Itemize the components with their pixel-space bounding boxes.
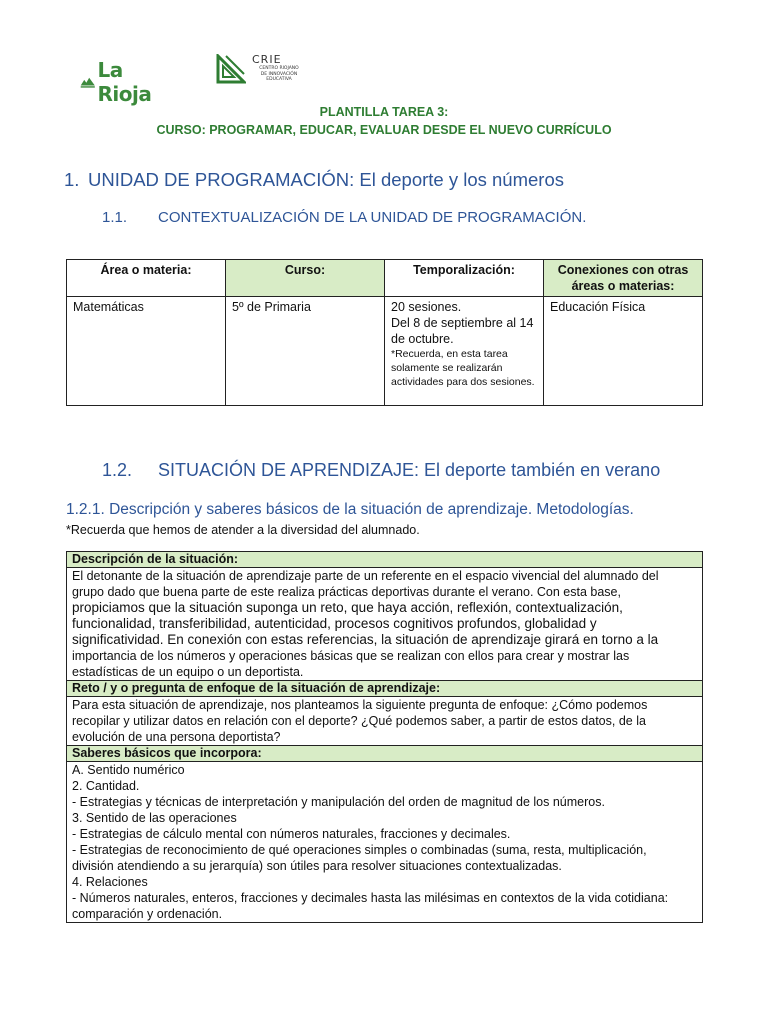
saberes-line: - Números naturales, enteros, fracciones y decimales hasta las milésimas en contextos de la vida cotidiana: <box>72 891 669 905</box>
template-title: PLANTILLA TAREA 3: <box>319 105 449 119</box>
description-line: grupo dado que buena parte de este realiza prácticas deportivas durante el verano. Con esta base, <box>72 585 621 599</box>
crie-subtitle-1: CENTRO RIOJANO <box>259 66 299 71</box>
crie-subtitle-3: EDUCATIVA <box>266 77 292 82</box>
description-line: estadísticas de un equipo o un deportista. <box>72 665 304 679</box>
cell-area: Matemáticas <box>67 297 226 406</box>
reto-header: Reto / y o pregunta de enfoque de la situación de aprendizaje: <box>67 681 703 697</box>
section-1-heading <box>64 169 564 191</box>
header-area: Área o materia: <box>67 260 226 297</box>
la-rioja-logo-text: La Rioja <box>97 58 152 106</box>
section-1-number: 1. <box>64 169 80 190</box>
temporalizacion-dates: Del 8 de septiembre al 14 de octubre. <box>391 316 534 346</box>
section-1-2-heading <box>102 460 660 481</box>
diversity-note: *Recuerda que hemos de atender a la diversidad del alumnado. <box>66 523 420 537</box>
cell-conexiones: Educación Física <box>544 297 703 406</box>
reto-line: recopilar y utilizar datos en relación con el deporte? ¿Qué podemos saber, a partir de estos datos, de la <box>72 714 646 728</box>
section-1-title: UNIDAD DE PROGRAMACIÓN: El deporte y los números <box>88 169 564 190</box>
section-1-1-heading <box>102 209 586 226</box>
course-title: CURSO: PROGRAMAR, EDUCAR, EVALUAR DESDE EL NUEVO CURRÍCULO <box>156 123 612 137</box>
context-table <box>66 259 703 406</box>
reto-body <box>67 697 703 746</box>
saberes-line: comparación y ordenación. <box>72 907 223 921</box>
crie-logo <box>216 54 306 84</box>
saberes-line: división atendiendo a su jerarquía) son útiles para resolver situaciones contextualizadas. <box>72 859 562 873</box>
saberes-line: - Estrategias y técnicas de interpretación y manipulación del orden de magnitud de los números. <box>72 795 605 809</box>
saberes-body <box>67 762 703 923</box>
description-line: propiciamos que la situación suponga un reto, que haya acción, reflexión, contextualización, <box>72 600 623 615</box>
la-rioja-emblem-icon <box>80 73 96 91</box>
section-1-1-title: CONTEXTUALIZACIÓN DE LA UNIDAD DE PROGRAMACIÓN. <box>158 209 587 226</box>
cell-curso: 5º de Primaria <box>226 297 385 406</box>
saberes-line: 4. Relaciones <box>72 875 148 889</box>
description-body <box>67 568 703 681</box>
saberes-header: Saberes básicos que incorpora: <box>67 746 703 762</box>
section-1-1-number: 1.1. <box>102 209 128 226</box>
section-1-2-number: 1.2. <box>102 460 133 480</box>
description-line: importancia de los números y operaciones básicas que se realizan con ellos para crear y mostrar las <box>72 649 630 663</box>
context-table-row <box>67 297 703 406</box>
section-1-2-1-heading: 1.2.1. Descripción y saberes básicos de la situación de aprendizaje. Metodologías. <box>66 501 634 518</box>
reto-line: evolución de una persona deportista? <box>72 730 281 744</box>
saberes-line: 3. Sentido de las operaciones <box>72 811 237 825</box>
context-table-header-row <box>67 260 703 297</box>
saberes-line: - Estrategias de cálculo mental con números naturales, fracciones y decimales. <box>72 827 511 841</box>
header-conexiones: Conexiones con otras áreas o materias: <box>544 260 703 297</box>
crie-title: CRIE <box>252 53 282 66</box>
header-curso: Curso: <box>226 260 385 297</box>
temporalizacion-note: *Recuerda, en esta tarea solamente se realizarán actividades para dos sesiones. <box>391 348 535 388</box>
description-header: Descripción de la situación: <box>67 552 703 568</box>
la-rioja-logo <box>80 58 158 106</box>
saberes-line: - Estrategias de reconocimiento de qué operaciones simples o combinadas (suma, resta, multiplicación, <box>72 843 647 857</box>
saberes-line: 2. Cantidad. <box>72 779 140 793</box>
situation-table <box>66 551 703 923</box>
reto-line: Para esta situación de aprendizaje, nos planteamos la siguiente pregunta de enfoque: ¿Cómo podemos <box>72 698 648 712</box>
temporalizacion-sessions: 20 sesiones. <box>391 300 462 314</box>
template-header <box>0 103 768 139</box>
description-line: funcionalidad, transferibilidad, autenticidad, procesos cognitivos profundos, globalidad y <box>72 616 597 631</box>
saberes-line: A. Sentido numérico <box>72 763 185 777</box>
description-line: significatividad. En conexión con estas referencias, la situación de aprendizaje girará en torno a la <box>72 632 659 647</box>
cell-temporalizacion <box>385 297 544 406</box>
crie-subtitle-2: DE INNOVACIÓN <box>260 71 298 77</box>
description-line: El detonante de la situación de aprendizaje parte de un referente en el espacio vivencial del alumnado del <box>72 569 659 583</box>
header-temporalizacion: Temporalización: <box>385 260 544 297</box>
section-1-2-title: SITUACIÓN DE APRENDIZAJE: El deporte también en verano <box>158 460 661 480</box>
crie-emblem-icon <box>216 54 246 84</box>
